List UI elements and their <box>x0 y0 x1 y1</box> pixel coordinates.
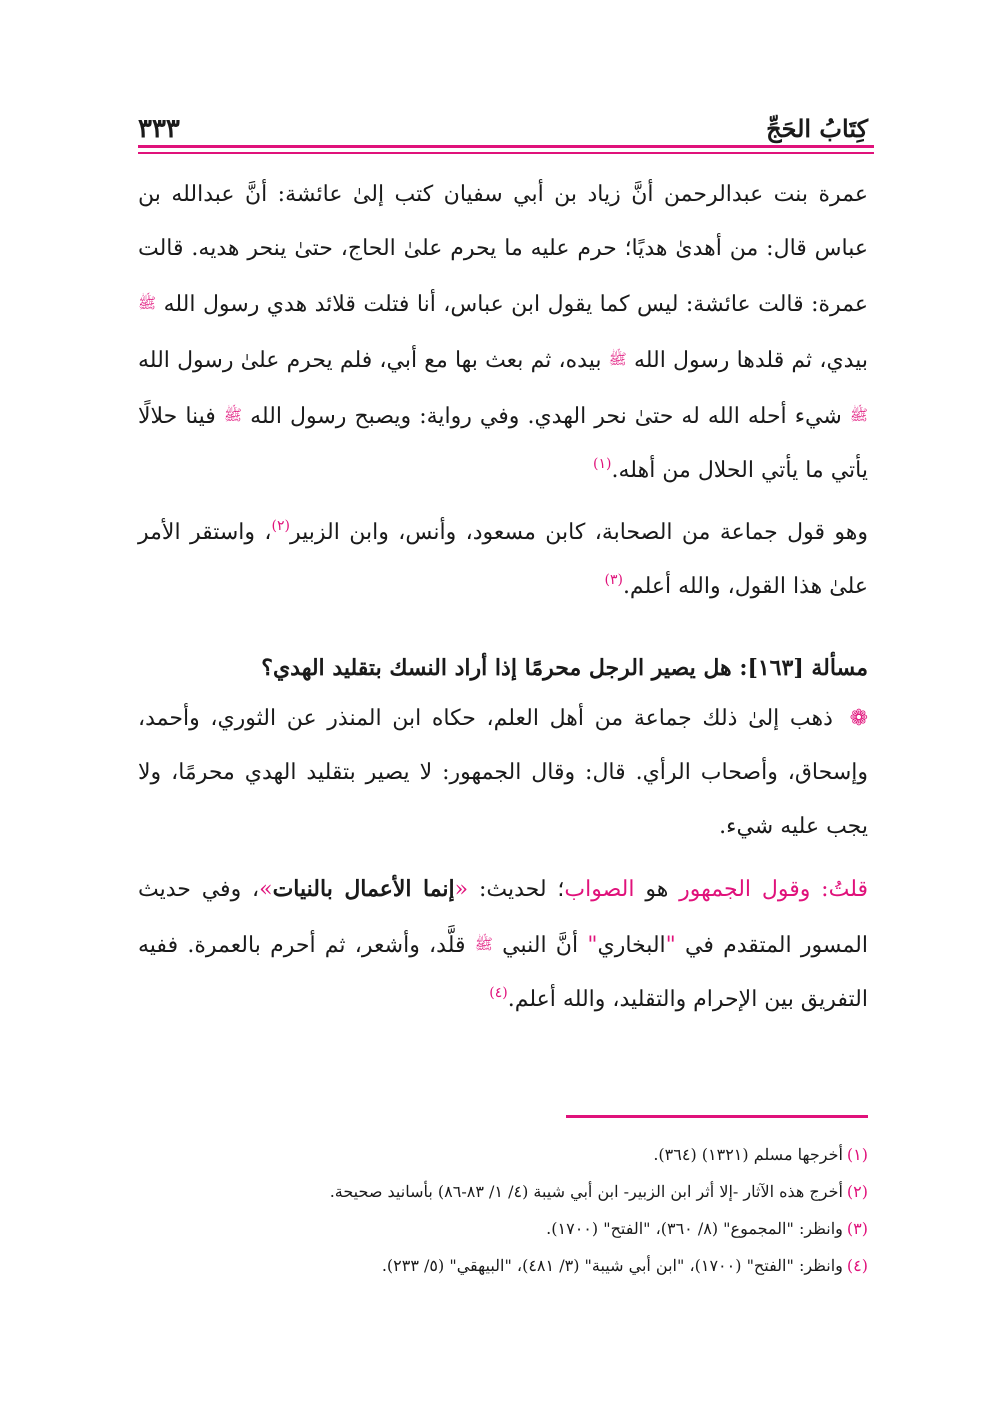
text-span: ، وفي حديث المسور المتقدم في <box>138 877 869 958</box>
text-span: وهو قول جماعة من الصحابة، كابن مسعود، وأنس، وابن الزبير <box>290 520 868 545</box>
text-span: ؛ لحديث: <box>478 877 565 902</box>
text-span: بيدي، ثم قلدها رسول الله <box>633 348 868 373</box>
sallallahu-icon: ﷺ <box>608 350 627 368</box>
text-span: قلَّد، وأشعر، ثم أحرم بالعمرة. ففيه التفريق بين الإحرام والتقليد، والله أعلم. <box>138 933 868 1012</box>
text-span: ذهب إلىٰ ذلك جماعة من أهل العلم، حكاه ابن المنذر عن الثوري، وأحمد، وإسحاق، وأصحاب الرأي. قال: وقال الجمهور: لا يصير بتقليد الهدي محرمًا، ولا يجب عليه شيء. <box>138 706 868 839</box>
question-label: مسألة [١٦٣]: <box>739 655 868 681</box>
footnote-4 <box>138 1247 868 1284</box>
flower-ornament-icon: ❁ <box>849 706 869 731</box>
author-statement: قلتُ: وقول الجمهور <box>679 877 868 902</box>
footnote-ref-1[interactable]: (١) <box>593 456 612 472</box>
footnote-ref-2[interactable]: (٢) <box>271 518 290 534</box>
sallallahu-icon: ﷺ <box>474 935 493 953</box>
text-span: بيده، ثم بعث بها مع أبي، فلم يحرم علىٰ رسول الله <box>138 348 602 373</box>
correct-label: الصواب <box>564 877 635 902</box>
sallallahu-icon: ﷺ <box>849 406 869 424</box>
open-quote: « <box>454 877 469 902</box>
header-rule-thick <box>138 145 874 148</box>
paragraph-companions <box>138 506 868 614</box>
header-rule-thin <box>138 152 874 154</box>
sallallahu-icon: ﷺ <box>138 294 157 312</box>
hadith-quote: إنما الأعمال بالنيات <box>272 876 455 902</box>
close-dq: " <box>587 933 598 958</box>
footnote-ref-3[interactable]: (٣) <box>604 572 623 588</box>
text-span: عمرة بنت عبدالرحمن أنَّ زياد بن أبي سفيان كتب إلىٰ عائشة: أنَّ عبدالله بن عباس قال: من أهدىٰ هديًا؛ حرم عليه ما يحرم علىٰ الحاج، حتىٰ ينحر هديه. قالت عمرة: قالت عائشة: ليس كما يقول ابن عباس، أنا فتلت قلائد هدي رسول الله <box>138 182 869 317</box>
paragraph-author-opinion <box>138 862 868 1027</box>
page-number: ٣٣٣ <box>138 114 180 144</box>
footnotes <box>138 1136 868 1284</box>
main-text <box>138 168 868 1027</box>
footnote-text: أخرج هذه الآثار -إلا أثر ابن الزبير- ابن أبي شيبة (٤/ ١/ ٨٣-٨٦) بأسانيد صحيحة. <box>329 1182 843 1201</box>
footnote-number: (٤) <box>846 1256 868 1275</box>
paragraph-scholars <box>138 692 868 854</box>
text-span: أنَّ النبي <box>502 933 579 958</box>
footnote-text: وانظر: "الفتح" (١٧٠٠)، "ابن أبي شيبة" (٣/ ٤٨١)، "البيهقي" (٥/ ٢٣٣). <box>381 1256 843 1275</box>
text-span: هو <box>645 877 669 902</box>
sallallahu-icon: ﷺ <box>223 406 243 424</box>
footnote-text: وانظر: "المجموع" (٨/ ٣٦٠)، "الفتح" (١٧٠٠). <box>546 1219 843 1238</box>
text-span: ، واستقر الأمر علىٰ هذا القول، والله أعلم. <box>138 520 868 599</box>
footnote-number: (٢) <box>846 1182 868 1201</box>
footnote-separator <box>566 1115 868 1118</box>
book-title: كِتَابُ الحَجِّ <box>766 114 868 143</box>
running-header <box>138 108 868 148</box>
close-quote: » <box>259 877 273 902</box>
footnote-ref-4[interactable]: (٤) <box>489 985 508 1001</box>
question-heading <box>138 648 868 688</box>
footnote-1 <box>138 1136 868 1173</box>
footnote-text: أخرجها مسلم (١٣٢١) (٣٦٤). <box>653 1145 843 1164</box>
footnote-2 <box>138 1173 868 1210</box>
open-dq: " <box>665 933 676 958</box>
source-name: البخاري <box>597 933 666 958</box>
footnote-number: (٣) <box>846 1219 868 1238</box>
paragraph-aisha-narration <box>138 168 868 498</box>
text-span: فينا حلالًا يأتي ما يأتي الحلال من أهله. <box>138 404 868 483</box>
footnote-3 <box>138 1210 868 1247</box>
footnote-number: (١) <box>846 1145 868 1164</box>
text-span: شيء أحله الله له حتىٰ نحر الهدي. وفي رواية: ويصبح رسول الله <box>250 404 842 429</box>
question-text: هل يصير الرجل محرمًا إذا أراد النسك بتقليد الهدي؟ <box>261 655 732 681</box>
